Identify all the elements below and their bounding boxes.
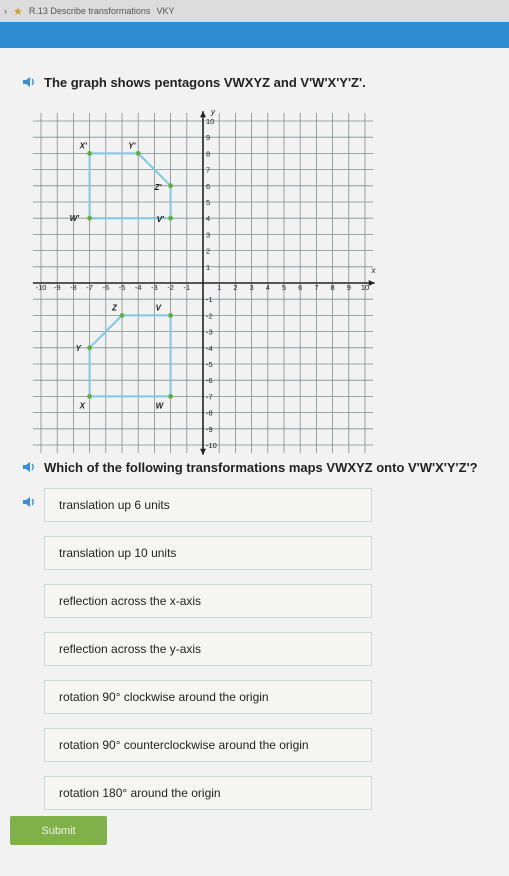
- y-tick-label: 1: [206, 262, 211, 272]
- skill-code: VKY: [156, 6, 175, 16]
- vertex-label: W': [69, 214, 80, 224]
- vertex-label: Z': [154, 182, 162, 192]
- y-tick-label: 8: [206, 149, 211, 159]
- vertex-label: V': [156, 215, 164, 225]
- y-tick-label: -6: [206, 376, 213, 386]
- audio-speaker-icon[interactable]: [22, 461, 36, 473]
- vertex-point: [87, 216, 92, 221]
- answer-choice[interactable]: [44, 632, 372, 666]
- vertex-point: [168, 394, 173, 399]
- vertex-point: [168, 216, 173, 221]
- y-axis-label: y: [211, 107, 215, 117]
- y-tick-label: -8: [206, 408, 213, 418]
- answer-choice[interactable]: [44, 776, 372, 810]
- vertex-label: Z: [112, 303, 117, 313]
- y-tick-label: 2: [206, 246, 211, 256]
- answer-choice[interactable]: [44, 728, 372, 762]
- y-tick-label: -9: [206, 424, 213, 434]
- answer-choice-label: reflection across the x-axis: [59, 594, 202, 608]
- answer-choice[interactable]: [44, 488, 372, 522]
- y-tick-label: -2: [206, 311, 213, 321]
- x-tick-label: -8: [70, 283, 77, 292]
- x-tick-label: -7: [86, 283, 93, 292]
- pentagon-vwxyz-outline: [90, 315, 171, 396]
- y-tick-label: 10: [206, 117, 215, 126]
- x-tick-label: -6: [102, 283, 110, 292]
- x-tick-label: -5: [118, 283, 126, 292]
- vertex-point: [168, 183, 173, 188]
- chevron-right-icon[interactable]: ›: [4, 6, 7, 16]
- vertex-label: X: [79, 401, 85, 411]
- y-tick-label: 7: [206, 165, 211, 175]
- x-tick-label: 3: [249, 283, 254, 292]
- vertex-point: [87, 345, 92, 350]
- x-tick-label: 4: [265, 283, 270, 292]
- answer-choice[interactable]: [44, 536, 372, 570]
- question-text: Which of the following transformations maps VWXYZ onto V'W'X'Y'Z'?: [44, 460, 478, 475]
- x-tick-label: 5: [281, 283, 287, 292]
- x-tick-label: -9: [53, 283, 61, 292]
- x-tick-label: -4: [134, 283, 142, 292]
- x-tick-label: 1: [217, 283, 222, 292]
- y-tick-label: -3: [206, 327, 213, 337]
- star-icon[interactable]: ★: [13, 5, 23, 18]
- x-tick-label: -1: [183, 283, 191, 292]
- answer-choice-label: translation up 6 units: [59, 498, 170, 512]
- breadcrumb: R.13 Describe transformations: [28, 6, 151, 16]
- x-tick-label: -2: [167, 283, 174, 292]
- submit-button[interactable]: Submit: [10, 816, 107, 845]
- x-tick-label: -3: [151, 283, 158, 292]
- vertex-label: W: [155, 401, 164, 411]
- y-tick-label: -10: [206, 441, 217, 450]
- x-axis-label: x: [371, 266, 376, 275]
- answer-choice-label: rotation 90° counterclockwise around the origin: [59, 738, 309, 752]
- y-tick-label: 3: [206, 230, 211, 240]
- x-tick-label: 8: [330, 283, 335, 292]
- y-tick-label: -7: [206, 392, 213, 402]
- y-tick-label: 9: [206, 133, 211, 143]
- vertex-point: [136, 151, 141, 156]
- y-tick-label: -1: [206, 295, 213, 305]
- y-tick-label: -5: [206, 360, 213, 369]
- y-tick-label: 4: [206, 214, 211, 224]
- answer-choice[interactable]: [44, 584, 372, 618]
- x-tick-label: 9: [346, 283, 351, 292]
- vertex-label: V: [155, 303, 161, 313]
- vertex-point: [87, 151, 92, 156]
- vertex-label: Y: [75, 343, 81, 353]
- vertex-label: Y': [128, 141, 136, 151]
- pentagons: [70, 141, 173, 410]
- answer-choice[interactable]: [44, 680, 372, 714]
- prompt-text: The graph shows pentagons VWXYZ and V'W'X'Y'Z'.: [44, 75, 366, 90]
- answer-choice-label: rotation 180° around the origin: [59, 786, 221, 800]
- answer-choice-label: rotation 90° clockwise around the origin: [59, 690, 269, 704]
- x-tick-label: 6: [298, 283, 303, 292]
- vertex-point: [120, 313, 125, 318]
- x-axis-arrow: [369, 280, 375, 286]
- y-tick-label: 5: [206, 198, 211, 207]
- vertex-point: [87, 394, 92, 399]
- x-tick-label: 7: [314, 283, 319, 292]
- x-tick-label: -10: [35, 283, 47, 292]
- audio-speaker-icon[interactable]: [22, 496, 36, 508]
- y-tick-label: -4: [206, 343, 213, 353]
- vertex-point: [168, 313, 173, 318]
- answer-choice-label: translation up 10 units: [59, 546, 177, 560]
- x-tick-label: 10: [360, 283, 370, 292]
- x-tick-label: 2: [233, 283, 238, 292]
- y-tick-label: 6: [206, 181, 211, 191]
- vertex-label: X': [79, 141, 87, 151]
- answer-choice-label: reflection across the y-axis: [59, 642, 202, 656]
